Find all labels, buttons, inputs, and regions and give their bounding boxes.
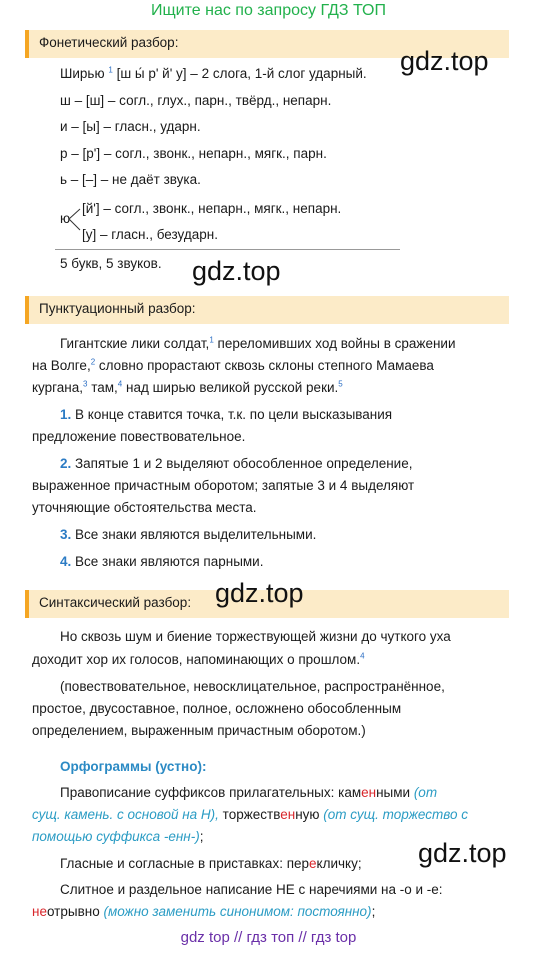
phonetic-letter-ju: ю [60, 211, 71, 226]
orth-rule-1: Правописание суффиксов прилагательных: каменными (от [60, 785, 438, 800]
watermark: gdz.top [215, 578, 304, 608]
branch-icon [68, 203, 82, 235]
punct-note-1b: предложение повествовательное. [32, 429, 246, 444]
watermark: gdz.top [192, 256, 281, 286]
punct-sentence-line-2: на Волге,$^2$ словно прорастают сквозь склоны степного Мамаева [32, 357, 434, 373]
watermark: gdz.top [400, 46, 489, 76]
punct-note-2: 2. Запятые 1 и 2 выделяют обособленное определение, [60, 456, 413, 471]
phonetic-line-4: р – [р'] – согл., звонк., непарн., мягк., парн. [60, 146, 327, 161]
orth-title: Орфограммы (устно): [60, 759, 207, 774]
punct-note-4: 4. Все знаки являются парными. [60, 554, 264, 569]
orth-rule-1b: сущ. камень. с основой на Н), торжественную (от сущ. торжество с [32, 807, 468, 822]
punct-sentence-line-1: Гигантские лики солдат,$^1$ переломивших ход войны в сражении [60, 335, 456, 351]
section-title: Фонетический разбор: [39, 35, 179, 50]
orth-rule-3: Слитное и раздельное написание НЕ с наречиями на -о и -е: [60, 882, 443, 897]
orth-rule-2: Гласные и согласные в приставках: перекличку; [60, 856, 362, 871]
punct-sentence-line-3: кургана,$^3$ там,$^4$ над ширью великой русской реки.$^5$ [32, 379, 343, 395]
phonetic-line-2: ш – [ш] – согл., глух., парн., твёрд., непарн. [60, 93, 332, 108]
promo-banner: Ищите нас по запросу ГДЗ ТОП [151, 2, 386, 19]
phonetic-line-5: ь – [–] – не даёт звука. [60, 172, 201, 187]
punct-note-1: 1. В конце ставится точка, т.к. по цели высказывания [60, 407, 393, 422]
footer-links: gdz top // гдз топ // гдз top [180, 929, 357, 946]
divider [55, 249, 400, 250]
orth-rule-1c: помощью суффикса -енн-); [32, 829, 204, 844]
syntax-desc-2: простое, двусоставное, полное, осложнено обособленным [32, 701, 402, 716]
syntax-sentence-line-2: доходит хор их голосов, напоминающих о прошлом.$^4$ [32, 651, 365, 667]
syntax-sentence-line-1: Но сквозь шум и биение торжествующей жизни до чуткого уха [60, 629, 451, 644]
orth-rule-3b: неотрывно (можно заменить синонимом: постоянно); [32, 904, 376, 919]
phonetic-line-6: [й'] – согл., звонк., непарн., мягк., непарн. [82, 201, 342, 216]
punct-note-2b: выраженное причастным оборотом; запятые 3 и 4 выделяют [32, 478, 415, 493]
phonetic-line-7: [у] – гласн., безударн. [82, 227, 218, 242]
punct-note-2c: уточняющие обстоятельства места. [32, 500, 257, 515]
phonetic-line-1: Ширью $^1$ [ш ы́ р' й' у] – 2 слога, 1-й слог ударный. [60, 65, 367, 81]
section-header-punct [25, 296, 509, 324]
punct-note-3: 3. Все знаки являются выделительными. [60, 527, 317, 542]
phonetic-line-3: и – [ы] – гласн., ударн. [60, 119, 201, 134]
phonetic-total: 5 букв, 5 звуков. [60, 256, 162, 271]
syntax-desc-1: (повествовательное, невосклицательное, распространённое, [60, 679, 445, 694]
section-title: Синтаксический разбор: [39, 595, 192, 610]
section-title: Пунктуационный разбор: [39, 301, 196, 316]
watermark: gdz.top [418, 838, 507, 868]
syntax-desc-3: определением, выраженным причастным оборотом.) [32, 723, 366, 738]
